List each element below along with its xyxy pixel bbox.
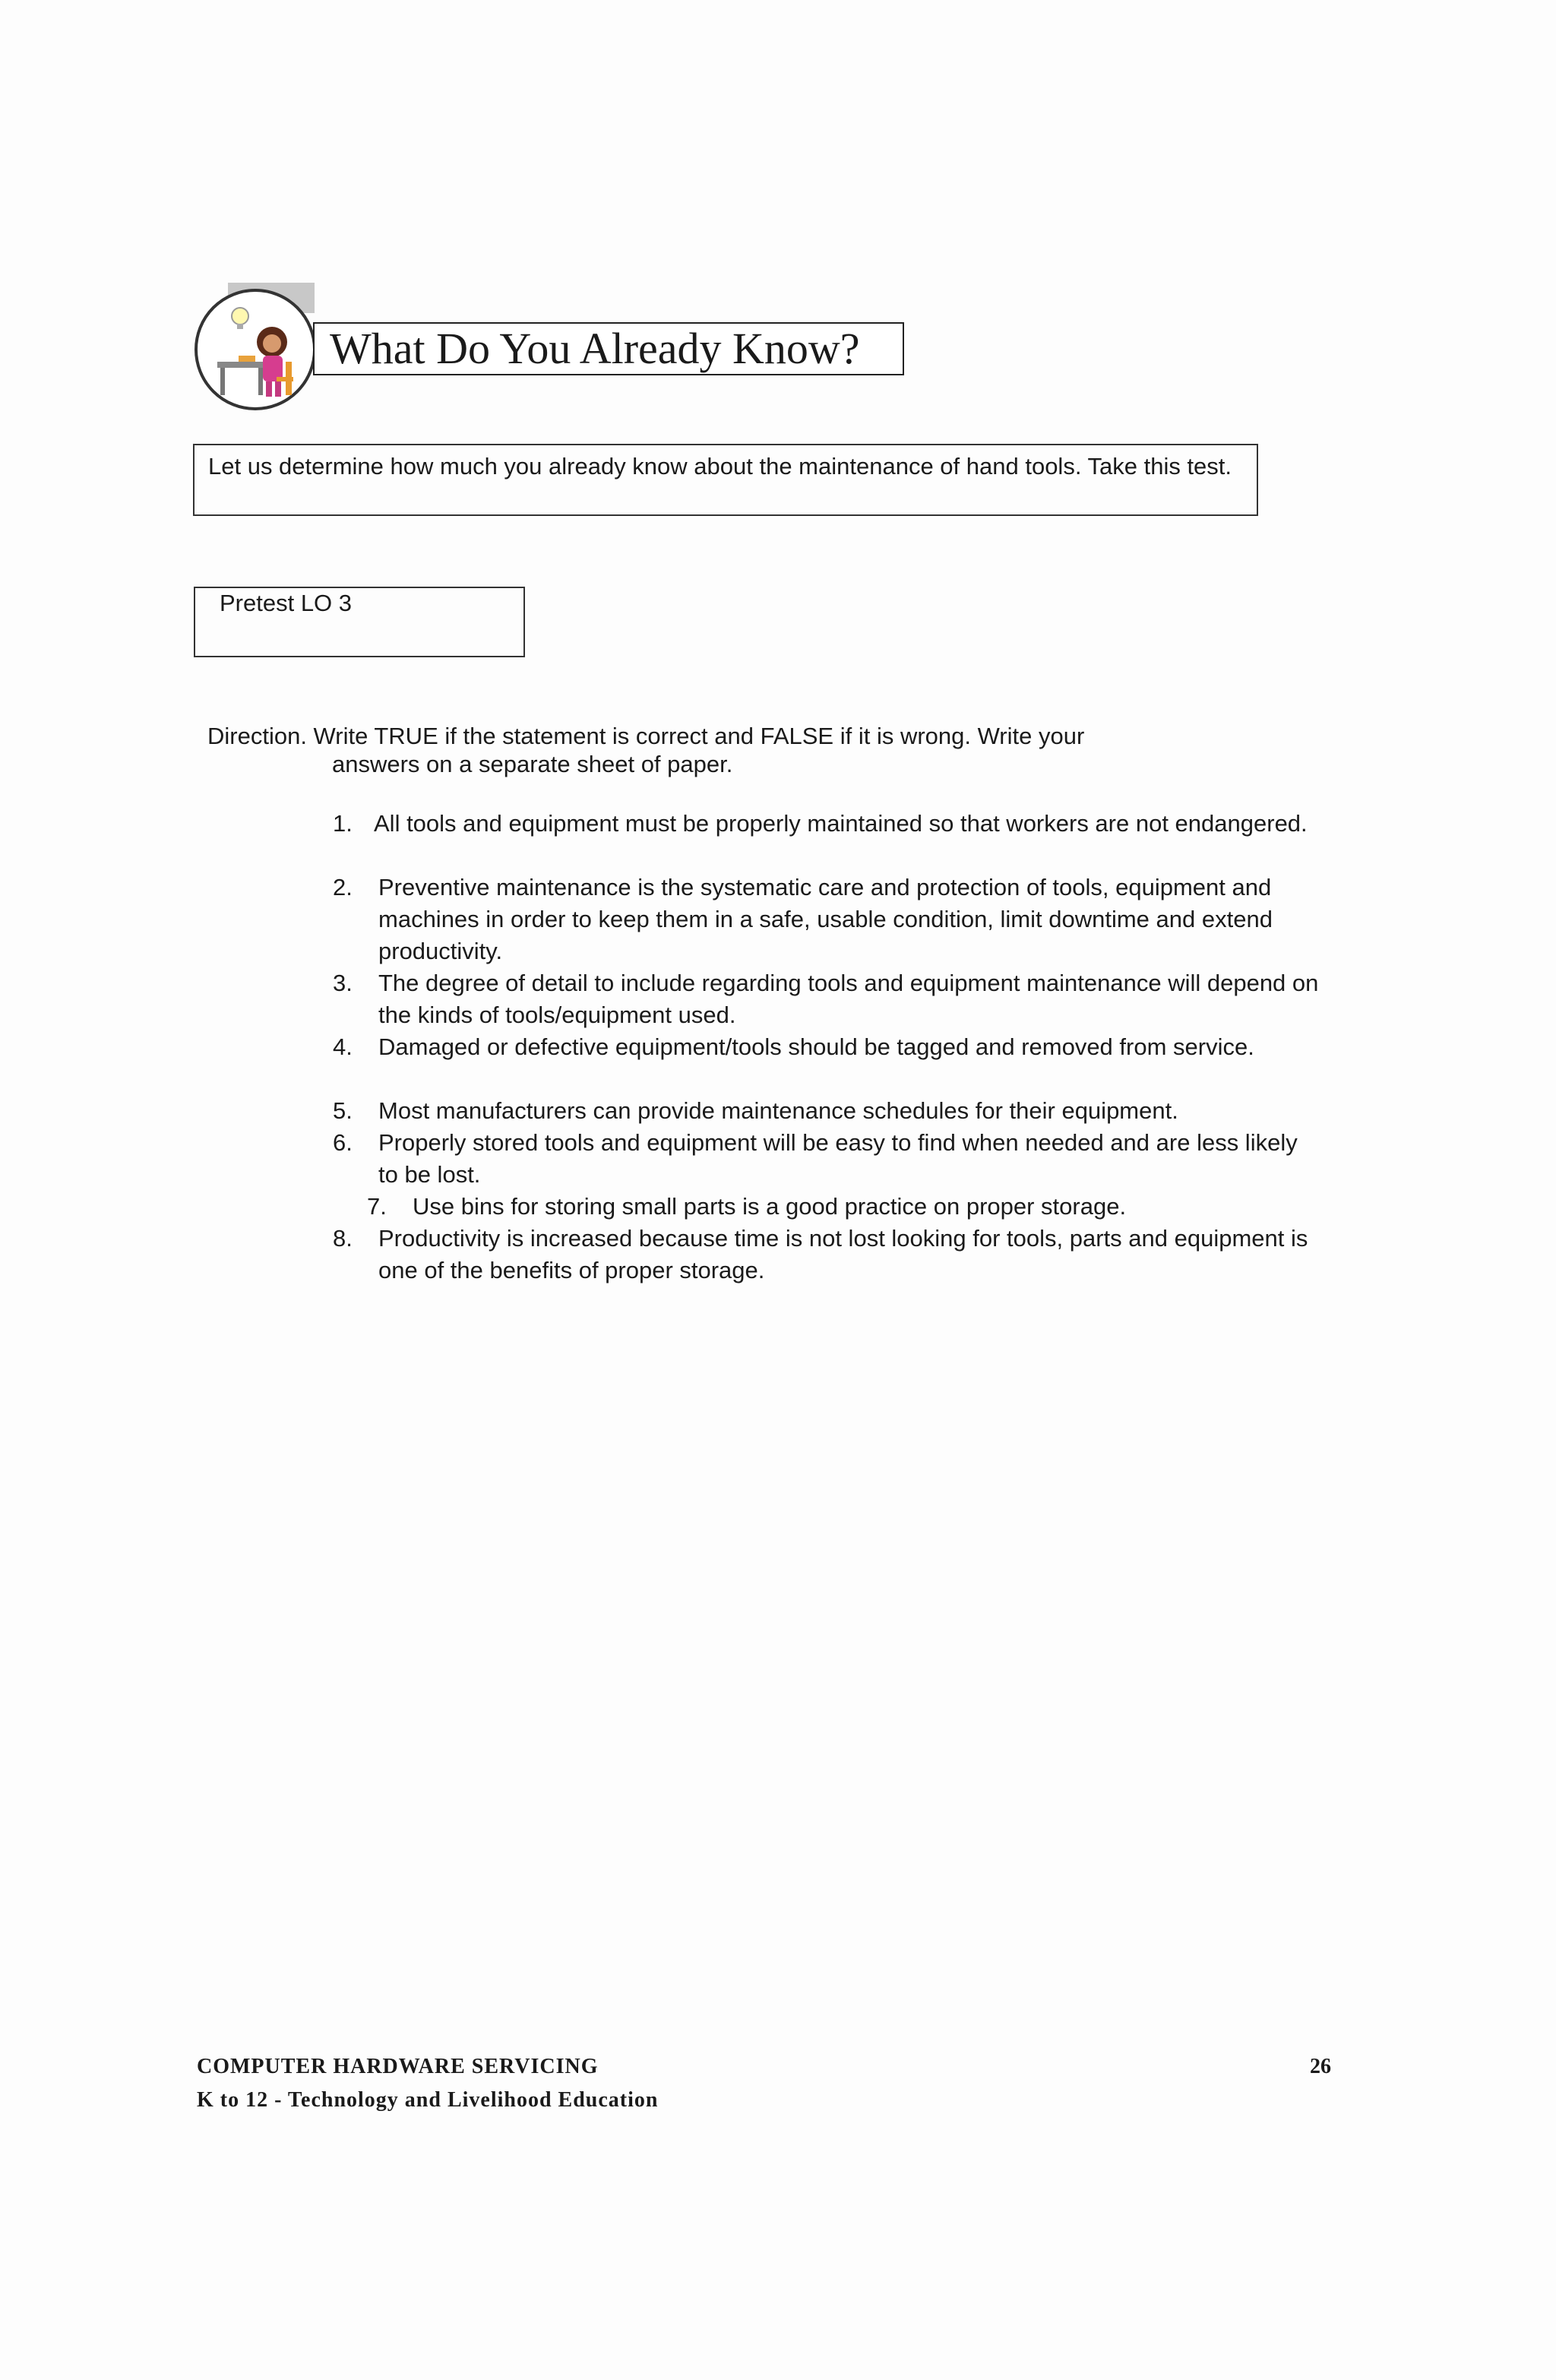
item-text: Most manufacturers can provide maintenance schedules for their equipment. (378, 1097, 1178, 1124)
item-text: All tools and equipment must be properly maintained so that workers are not endangered. (374, 810, 1308, 837)
item-text: Use bins for storing small parts is a good practice on proper storage. (413, 1193, 1127, 1220)
direction-line-1: Direction. Write TRUE if the statement is correct and FALSE if it is wrong. Write your (207, 723, 1085, 749)
direction-text (207, 722, 1271, 778)
item-text: Productivity is increased because time is not lost looking for tools, parts and equipment is one of the benefits of proper storage. (378, 1225, 1308, 1283)
footer-subtitle: K to 12 - Technology and Livelihood Education (197, 2088, 659, 2112)
item-text: The degree of detail to include regarding tools and equipment maintenance will depend on the kinds of tools/equipment used. (378, 970, 1319, 1028)
section-title: What Do You Already Know? (313, 322, 904, 375)
item-number: 6. (333, 1129, 353, 1156)
item-number: 7. (367, 1193, 387, 1220)
item-number: 4. (333, 1033, 353, 1060)
student-thinking-icon (193, 283, 315, 416)
item-text: Preventive maintenance is the systematic care and protection of tools, equipment and machines in order to keep them in a safe, usable condition, limit downtime and extend productivity. (378, 874, 1273, 964)
intro-text: Let us determine how much you already know about the maintenance of hand tools. Take this test. (208, 453, 1232, 479)
item-number: 5. (333, 1097, 353, 1124)
page-number: 26 (1310, 2055, 1331, 2078)
footer-title: COMPUTER HARDWARE SERVICING (197, 2055, 599, 2078)
item-text: Properly stored tools and equipment will be easy to find when needed and are less likely to be lost. (378, 1129, 1298, 1188)
direction-line-2: answers on a separate sheet of paper. (332, 751, 733, 777)
intro-box (193, 444, 1258, 516)
item-number: 2. (333, 874, 353, 900)
pretest-label-box (194, 587, 525, 657)
item-text: Damaged or defective equipment/tools should be tagged and removed from service. (378, 1033, 1254, 1060)
item-number: 3. (333, 970, 353, 996)
item-number: 8. (333, 1225, 353, 1252)
item-number: 1. (333, 810, 353, 837)
pretest-label: Pretest LO 3 (220, 590, 353, 616)
